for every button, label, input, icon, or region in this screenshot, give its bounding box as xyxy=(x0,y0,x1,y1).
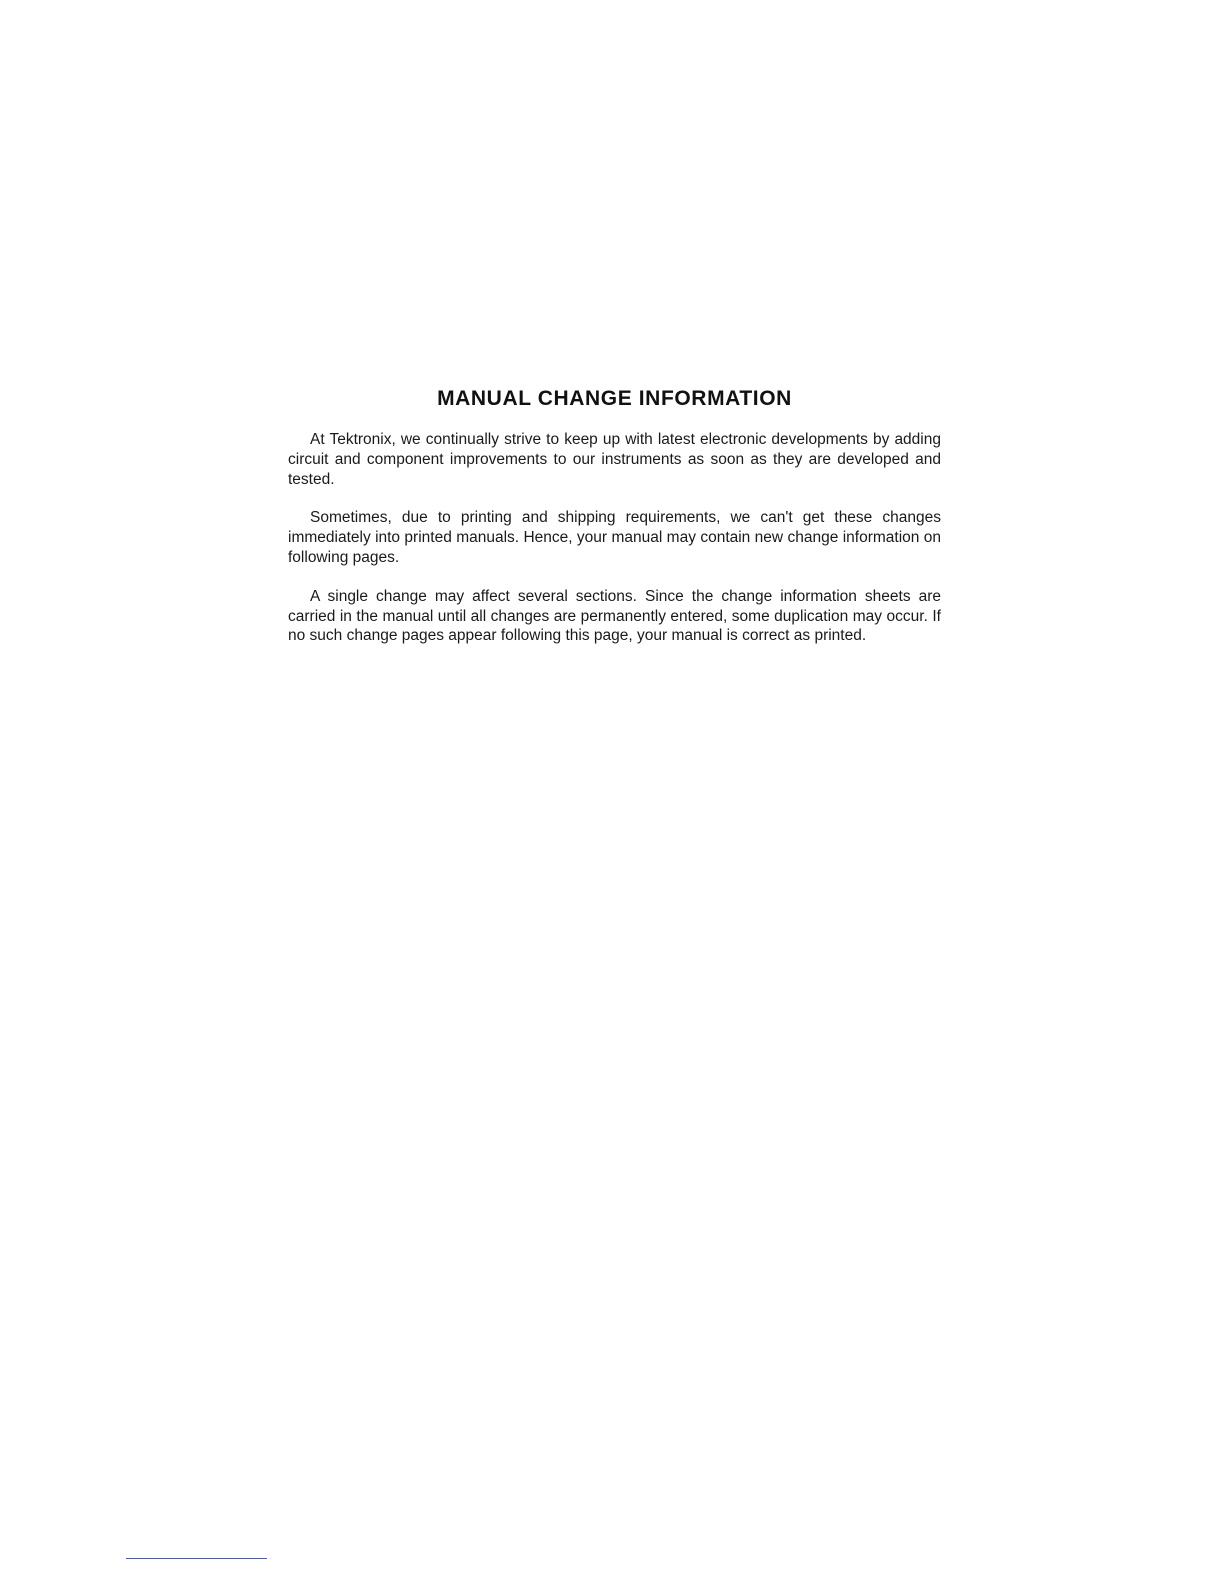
bottom-rule xyxy=(126,1558,267,1559)
document-body xyxy=(288,384,941,665)
paragraph-printing: Sometimes, due to printing and shipping requirements, we can't get these changes immediately into printed manuals. Hence, your manual may contain new change information on following pages. xyxy=(288,509,941,566)
page-title: MANUAL CHANGE INFORMATION xyxy=(437,387,792,410)
paragraph-duplication: A single change may affect several sections. Since the change information sheets are carried in the manual until all changes are permanently entered, some duplication may occur. If no such change pages appear following this page, your manual is correct as printed. xyxy=(288,587,941,645)
paragraph-intro: At Tektronix, we continually strive to keep up with latest electronic developments by adding circuit and component improvements to our instruments as soon as they are developed and tested. xyxy=(288,431,941,488)
